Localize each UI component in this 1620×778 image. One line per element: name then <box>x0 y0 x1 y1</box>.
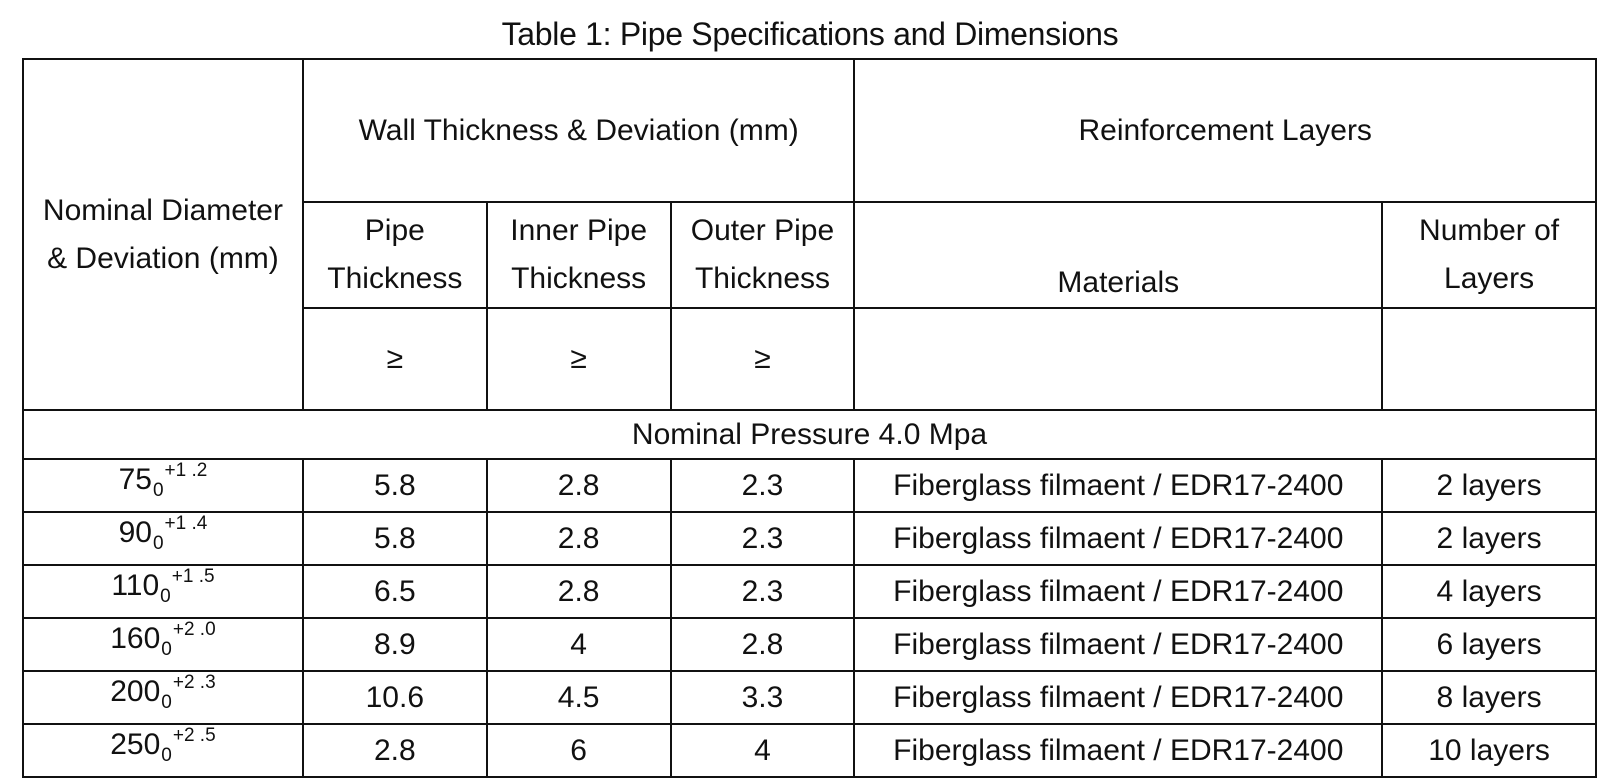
inner-thickness-cell: 2.8 <box>487 459 671 512</box>
table-row <box>23 459 1596 512</box>
header-materials: Materials <box>854 202 1382 308</box>
inner-thickness-cell: 4 <box>487 618 671 671</box>
material-cell: Fiberglass filmaent / EDR17-2400 <box>854 724 1382 777</box>
table-row <box>23 565 1596 618</box>
table-row <box>23 512 1596 565</box>
material-cell: Fiberglass filmaent / EDR17-2400 <box>854 459 1382 512</box>
header-inner-pipe-thickness: Inner Pipe Thickness <box>487 202 671 308</box>
diameter-value <box>111 566 214 617</box>
deviation-lower: 0 <box>161 745 172 766</box>
table-caption: Table 1: Pipe Specifications and Dimensions <box>501 16 1119 52</box>
deviation-upper: +2 .0 <box>172 619 216 640</box>
header-outer-pipe-thickness: Outer Pipe Thickness <box>671 202 855 308</box>
layers-cell: 2 layers <box>1382 512 1596 565</box>
material-cell: Fiberglass filmaent / EDR17-2400 <box>854 512 1382 565</box>
outer-thickness-cell: 2.3 <box>671 512 855 565</box>
layers-cell: 6 layers <box>1382 618 1596 671</box>
layers-cell: 10 layers <box>1382 724 1596 777</box>
deviation-lower: 0 <box>160 586 171 607</box>
pipe-thickness-cell: 2.8 <box>303 724 487 777</box>
header-wall-thickness-group: Wall Thickness & Deviation (mm) <box>303 59 855 202</box>
outer-thickness-cell: 4 <box>671 724 855 777</box>
pipe-thickness-cell: 5.8 <box>303 512 487 565</box>
diameter-number: 250 <box>110 728 161 761</box>
materials-blank-cell <box>854 308 1382 410</box>
diameter-cell <box>23 724 303 777</box>
diameter-value <box>110 672 215 723</box>
inner-thickness-cell: 2.8 <box>487 565 671 618</box>
deviation-upper: +1 .5 <box>171 566 215 587</box>
diameter-number: 75 <box>118 463 152 496</box>
pipe-thickness-cell: 10.6 <box>303 671 487 724</box>
diameter-cell <box>23 459 303 512</box>
material-cell: Fiberglass filmaent / EDR17-2400 <box>854 565 1382 618</box>
nominal-pressure-label: Nominal Pressure 4.0 Mpa <box>23 410 1596 459</box>
pipe-thickness-symbol: ≥ <box>303 308 487 410</box>
pipe-thickness-cell: 8.9 <box>303 618 487 671</box>
table-row <box>23 724 1596 777</box>
header-reinforcement-group: Reinforcement Layers <box>854 59 1596 202</box>
deviation-lower: 0 <box>152 533 164 554</box>
material-cell: Fiberglass filmaent / EDR17-2400 <box>854 618 1382 671</box>
diameter-cell <box>23 512 303 565</box>
pipe-spec-table <box>22 58 1597 778</box>
outer-thickness-cell: 3.3 <box>671 671 855 724</box>
deviation-upper: +2 .3 <box>172 672 216 693</box>
diameter-value <box>110 619 215 670</box>
outer-thickness-cell: 2.8 <box>671 618 855 671</box>
deviation-upper: +1 .4 <box>164 513 208 534</box>
inner-thickness-cell: 4.5 <box>487 671 671 724</box>
header-row-top <box>23 59 1596 202</box>
deviation-lower: 0 <box>161 639 172 660</box>
outer-thickness-cell: 2.3 <box>671 459 855 512</box>
diameter-value <box>119 513 208 564</box>
deviation-upper: +1 .2 <box>164 460 208 481</box>
pipe-thickness-cell: 5.8 <box>303 459 487 512</box>
layers-cell: 4 layers <box>1382 565 1596 618</box>
inner-thickness-cell: 6 <box>487 724 671 777</box>
outer-thickness-symbol: ≥ <box>671 308 855 410</box>
outer-thickness-cell: 2.3 <box>671 565 855 618</box>
diameter-cell <box>23 618 303 671</box>
diameter-number: 200 <box>110 675 161 708</box>
diameter-cell <box>23 565 303 618</box>
layers-cell: 8 layers <box>1382 671 1596 724</box>
group-row <box>23 410 1596 459</box>
header-pipe-thickness: Pipe Thickness <box>303 202 487 308</box>
diameter-number: 110 <box>111 569 160 602</box>
diameter-number: 160 <box>110 622 161 655</box>
header-nominal-diameter: Nominal Diameter & Deviation (mm) <box>23 59 303 410</box>
header-number-of-layers: Number of Layers <box>1382 202 1596 308</box>
deviation-lower: 0 <box>152 480 164 501</box>
deviation-upper: +2 .5 <box>172 725 216 746</box>
inner-thickness-cell: 2.8 <box>487 512 671 565</box>
diameter-value <box>110 725 215 776</box>
inner-thickness-symbol: ≥ <box>487 308 671 410</box>
diameter-cell <box>23 671 303 724</box>
deviation-lower: 0 <box>161 692 172 713</box>
table-row <box>23 671 1596 724</box>
layers-blank-cell <box>1382 308 1596 410</box>
table-row <box>23 618 1596 671</box>
layers-cell: 2 layers <box>1382 459 1596 512</box>
diameter-number: 90 <box>118 516 152 549</box>
pipe-thickness-cell: 6.5 <box>303 565 487 618</box>
diameter-value <box>119 460 208 511</box>
material-cell: Fiberglass filmaent / EDR17-2400 <box>854 671 1382 724</box>
